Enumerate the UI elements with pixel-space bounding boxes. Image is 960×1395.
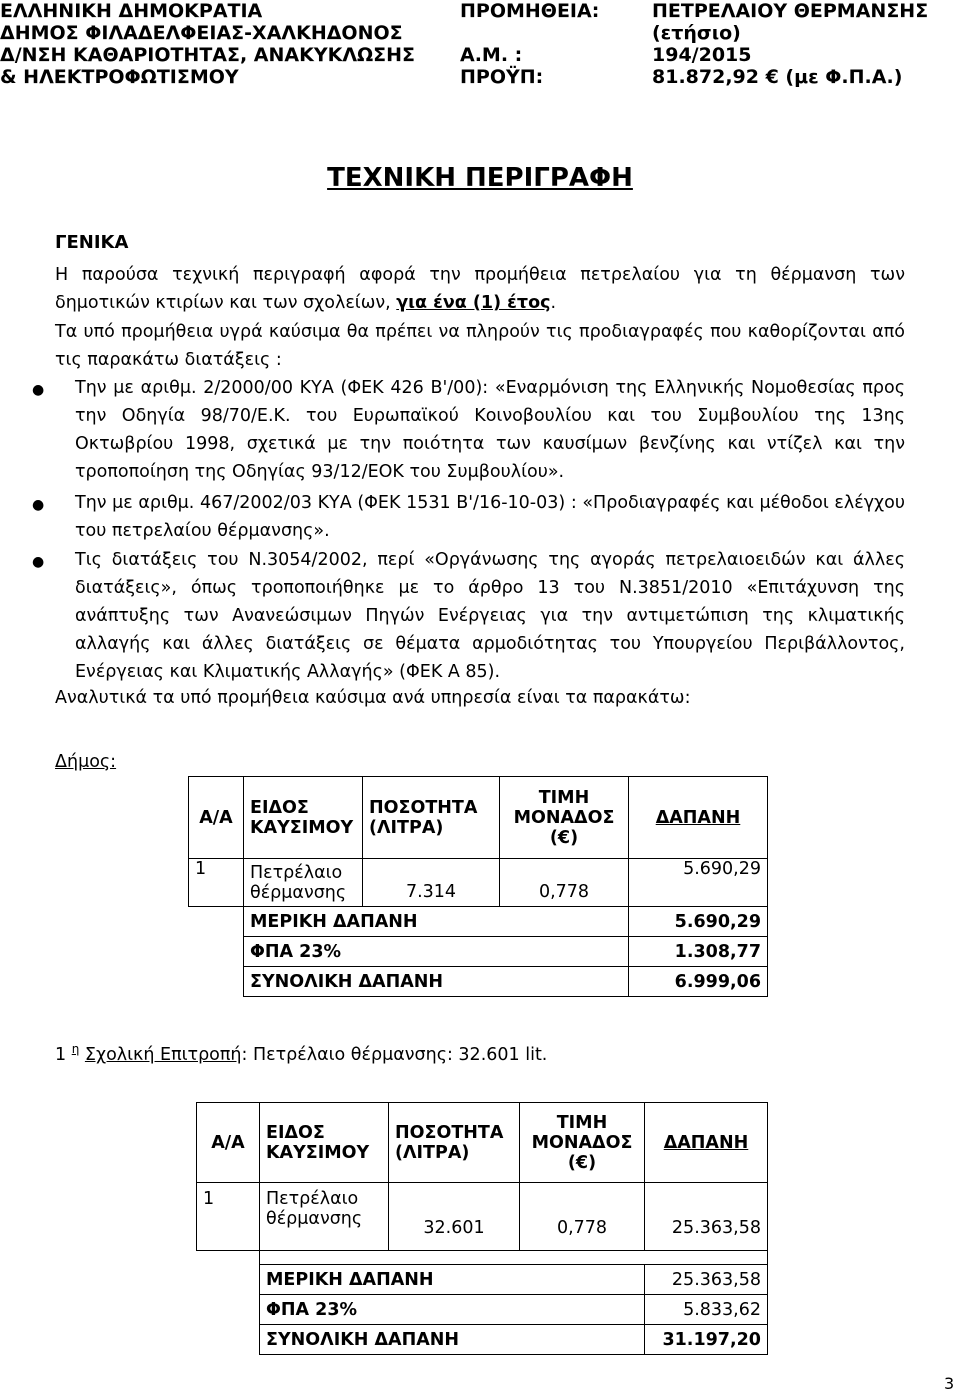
total-label: ΦΠΑ 23% xyxy=(244,937,629,967)
total-row xyxy=(197,1325,768,1355)
col-header-type xyxy=(244,777,363,859)
header-directorate: Δ/ΝΣΗ ΚΑΘΑΡΙΟΤΗΤΑΣ, ΑΝΑΚΥΚΛΩΣΗΣ xyxy=(0,44,416,66)
intro-end: . xyxy=(550,293,557,313)
header-line: ΜΟΝΑΔΟΣ xyxy=(513,807,615,828)
cell-aa: 1 xyxy=(197,1183,260,1251)
total-value: 25.363,58 xyxy=(645,1265,768,1295)
header-line: (ΛΙΤΡΑ) xyxy=(369,817,444,838)
cell-line: Πετρέλαιο xyxy=(266,1189,359,1209)
total-value: 5.833,62 xyxy=(645,1295,768,1325)
cell-type xyxy=(244,859,363,907)
header-label-budget: ΠΡΟΫΠ: xyxy=(460,66,544,88)
school-committee-line xyxy=(55,1042,547,1065)
header-country: ΕΛΛΗΝΙΚΗ ΔΗΜΟΚΡΑΤΙΑ xyxy=(0,0,263,22)
header-line: ΚΑΥΣΙΜΟΥ xyxy=(266,1142,370,1163)
col-header-price xyxy=(520,1103,645,1183)
section-heading: ΓΕΝΙΚΑ xyxy=(55,232,129,253)
page-title-text: ΤΕΧΝΙΚΗ ΠΕΡΙΓΡΑΦΗ xyxy=(327,163,633,193)
total-label: ΣΥΝΟΛΙΚΗ ΔΑΠΑΝΗ xyxy=(260,1325,645,1355)
header-line: ΜΟΝΑΔΟΣ xyxy=(531,1132,633,1153)
header-line: ΠΟΣΟΤΗΤΑ xyxy=(395,1122,504,1143)
header-line: ΤΙΜΗ xyxy=(538,787,590,808)
specs-paragraph: Τα υπό προμήθεια υγρά καύσιμα θα πρέπει να πληρούν τις προδιαγραφές που καθορίζονται από τις παρακάτω διατάξεις : xyxy=(55,322,905,370)
header-label-supply: ΠΡΟΜΗΘΕΙΑ: xyxy=(460,0,600,22)
header-line: ΕΙΔΟΣ xyxy=(266,1122,325,1143)
col-header-cost: ΔΑΠΑΝΗ xyxy=(629,777,768,859)
total-row xyxy=(189,967,768,997)
table-row xyxy=(197,1183,768,1251)
header-line: (€) xyxy=(567,1152,597,1173)
cell-cost: 5.690,29 xyxy=(629,859,768,907)
col-header-qty xyxy=(389,1103,520,1183)
header-value-budget: 81.872,92 € (με Φ.Π.Α.) xyxy=(652,66,903,88)
total-value: 6.999,06 xyxy=(629,967,768,997)
fuel-table-municipality xyxy=(188,776,768,997)
col-header-price xyxy=(500,777,629,859)
cell-aa: 1 xyxy=(189,859,244,907)
municipality-label: Δήμος: xyxy=(55,752,117,772)
total-value: 1.308,77 xyxy=(629,937,768,967)
page-number: 3 xyxy=(944,1374,955,1393)
table-row xyxy=(189,859,768,907)
school-name: Σχολική Επιτροπή xyxy=(84,1044,242,1065)
col-header-type xyxy=(260,1103,389,1183)
total-value: 31.197,20 xyxy=(645,1325,768,1355)
header-value-supply: ΠΕΤΡΕΛΑΙΟΥ ΘΕΡΜΑΝΣΗΣ xyxy=(652,0,929,22)
cell-price: 0,778 xyxy=(500,859,629,907)
bullet-item: Τις διατάξεις του Ν.3054/2002, περί «Οργάνωσης της αγοράς πετρελαιοειδών και άλλες διατάξεις», όπως τροποποιήθηκε με το άρθρο 13 του Ν.3851/2010 «Επιτάχυνση της ανάπτυξης των Ανανεώσιμων Πηγών Ενέργειας για την αντιμετώπιση της κλιματικής αλλαγής και άλλες διατάξεις σε θέματα αρμοδιότητας του Υπουργείου Περιβάλλοντος, Ενέργειας και Κλιματικής Αλλαγής» (ΦΕΚ Α 85). xyxy=(75,550,905,682)
cell-line: θέρμανσης xyxy=(250,882,347,903)
header-line: ΤΙΜΗ xyxy=(556,1112,608,1133)
total-row xyxy=(189,907,768,937)
bullet-dot: ● xyxy=(32,497,45,513)
header-value-am: 194/2015 xyxy=(652,44,752,66)
school-ordinal: η xyxy=(71,1042,80,1056)
bullet-dot: ● xyxy=(32,554,45,570)
cell-type xyxy=(260,1183,389,1251)
intro-paragraph xyxy=(55,261,905,317)
total-value: 5.690,29 xyxy=(629,907,768,937)
header-line: ΠΟΣΟΤΗΤΑ xyxy=(369,797,478,818)
cell-line: Πετρέλαιο xyxy=(250,862,343,883)
header-line: ΚΑΥΣΙΜΟΥ xyxy=(250,817,354,838)
header-municipality: ΔΗΜΟΣ ΦΙΛΑΔΕΛΦΕΙΑΣ-ΧΑΛΚΗΔΟΝΟΣ xyxy=(0,22,403,44)
bullet-dot: ● xyxy=(32,382,45,398)
cell-price: 0,778 xyxy=(520,1183,645,1251)
intro-duration: για ένα (1) έτος xyxy=(396,293,551,313)
header-line: (€) xyxy=(549,827,579,848)
header-line: (ΛΙΤΡΑ) xyxy=(395,1142,470,1163)
header-line: ΕΙΔΟΣ xyxy=(250,797,309,818)
school-fuel-amount: : Πετρέλαιο θέρμανσης: 32.601 lit. xyxy=(241,1044,548,1065)
bullet-item: Την με αριθμ. 467/2002/03 ΚΥΑ (ΦΕΚ 1531 Β'/16-10-03) : «Προδιαγραφές και μέθοδοι ελέγχου του πετρελαίου θέρμανσης». xyxy=(75,493,905,541)
total-label: ΣΥΝΟΛΙΚΗ ΔΑΠΑΝΗ xyxy=(244,967,629,997)
school-number: 1 xyxy=(55,1044,67,1065)
total-row xyxy=(197,1295,768,1325)
details-paragraph: Αναλυτικά τα υπό προμήθεια καύσιμα ανά υπηρεσία είναι τα παρακάτω: xyxy=(55,688,691,708)
col-header-aa: Α/Α xyxy=(197,1103,260,1183)
header-directorate-cont: & ΗΛΕΚΤΡΟΦΩΤΙΣΜΟΥ xyxy=(0,66,239,88)
col-header-aa: Α/Α xyxy=(189,777,244,859)
total-label: ΜΕΡΙΚΗ ΔΑΠΑΝΗ xyxy=(244,907,629,937)
cell-qty: 32.601 xyxy=(389,1183,520,1251)
page-title xyxy=(0,163,960,193)
total-label: ΜΕΡΙΚΗ ΔΑΠΑΝΗ xyxy=(260,1265,645,1295)
col-header-cost: ΔΑΠΑΝΗ xyxy=(645,1103,768,1183)
header-label-am: Α.Μ. : xyxy=(460,44,523,66)
bullet-item: Την με αριθμ. 2/2000/00 ΚΥΑ (ΦΕΚ 426 Β'/00): «Εναρμόνιση της Ελληνικής Νομοθεσίας προς την Οδηγία 98/70/Ε.Κ. του Ευρωπαϊκού Κοινοβουλίου και του Συμβουλίου της 13ης Οκτωβρίου 1998, σχετικά με την ποιότητα των καυσίμων βενζίνης και ντίζελ και την τροποποίηση της Οδηγίας 93/12/ΕΟΚ του Συμβουλίου». xyxy=(75,378,905,482)
cell-cost: 25.363,58 xyxy=(645,1183,768,1251)
intro-text: Η παρούσα τεχνική περιγραφή αφορά την προμήθεια πετρελαίου για τη θέρμανση των δημοτικών κτιρίων και των σχολείων, xyxy=(55,265,905,313)
fuel-table-school xyxy=(196,1102,768,1355)
total-row xyxy=(197,1265,768,1295)
cell-line: θέρμανσης xyxy=(266,1209,363,1229)
total-label: ΦΠΑ 23% xyxy=(260,1295,645,1325)
header-value-annual: (ετήσιο) xyxy=(652,22,741,44)
total-row xyxy=(189,937,768,967)
col-header-qty xyxy=(363,777,500,859)
cell-qty: 7.314 xyxy=(363,859,500,907)
